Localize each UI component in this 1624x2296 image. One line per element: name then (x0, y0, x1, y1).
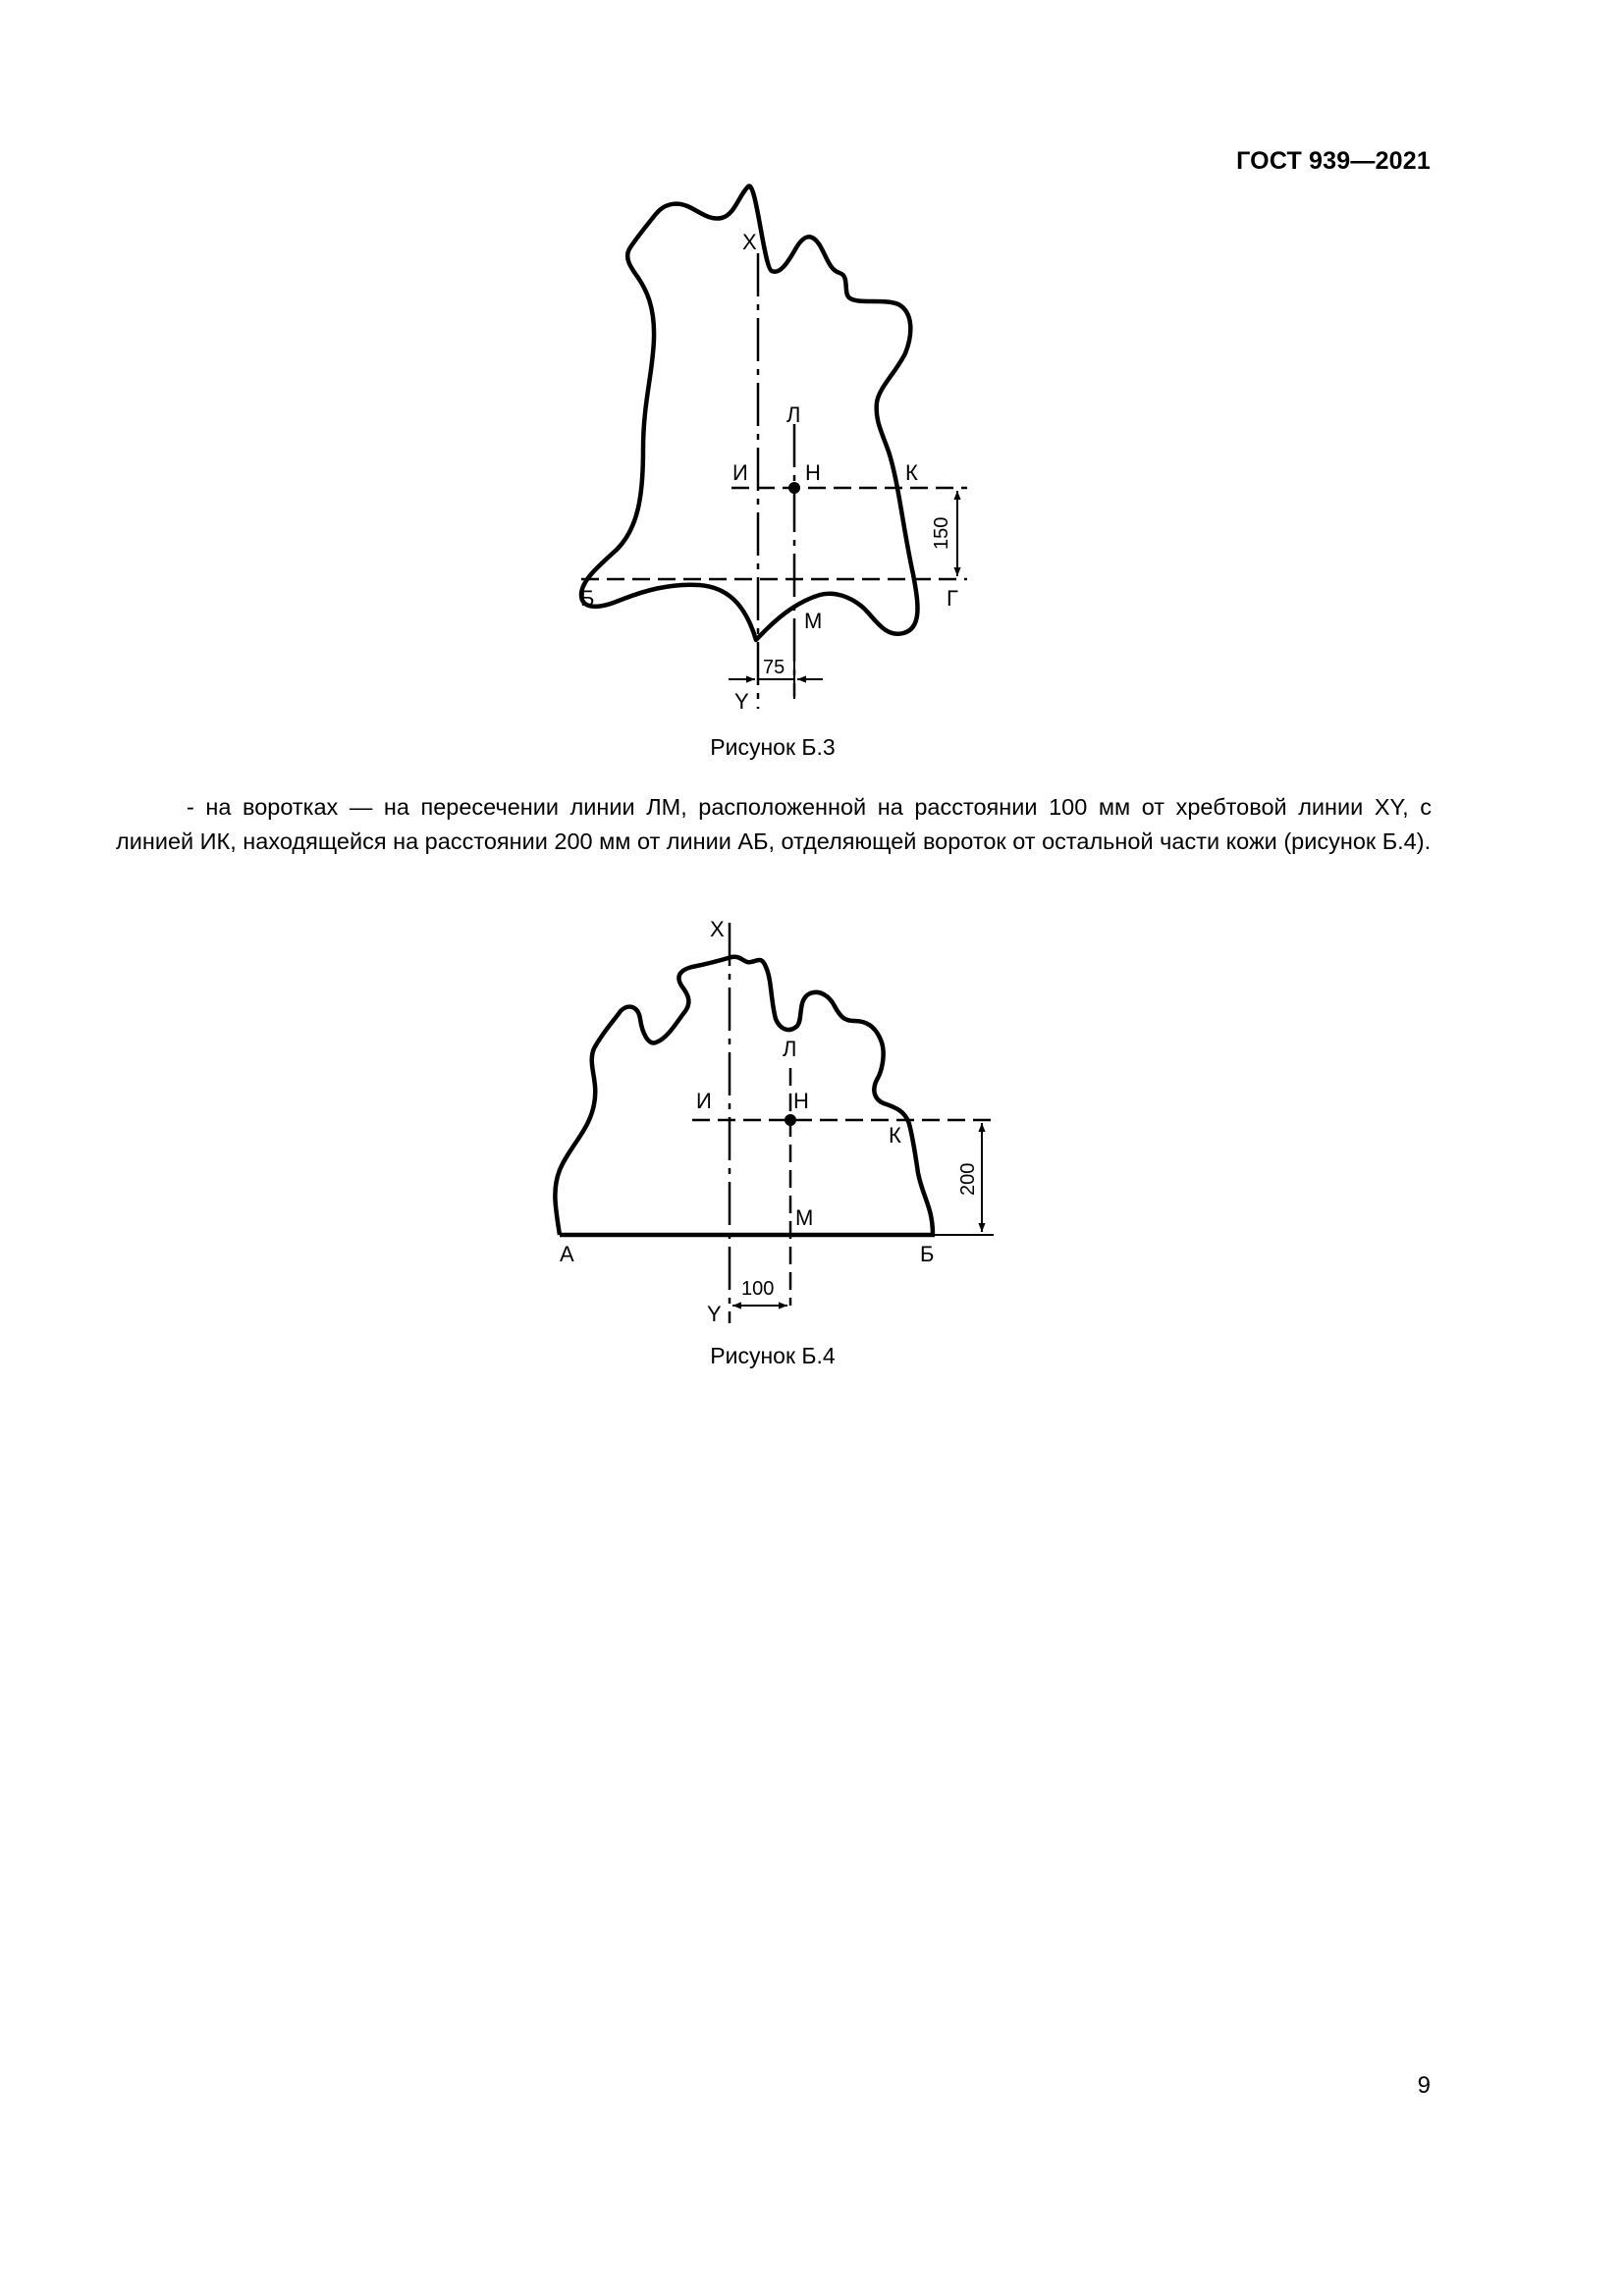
document-standard-number: ГОСТ 939—2021 (1236, 147, 1431, 175)
label-m-b4: М (795, 1205, 814, 1230)
label-b: Б (580, 586, 595, 611)
label-k: К (905, 460, 918, 485)
dimension-75-label: 75 (763, 657, 785, 678)
label-x: X (742, 230, 757, 254)
figure-b4-caption: Рисунок Б.4 (710, 1343, 836, 1368)
label-b-b4: Б (920, 1242, 935, 1266)
dimension-100-label: 100 (741, 1278, 775, 1300)
dimension-150-label: 150 (931, 516, 952, 550)
paragraph-text: - на воротках — на пересечении линии ЛМ, расположенной на расстоянии 100 мм от хребтовой линии XY, с линией ИК, находящейся на расстоянии 200 мм от линии АБ, отделяющей вороток от остальной части кожи (рисунок Б.4). (116, 794, 1432, 854)
label-l-b4: Л (783, 1037, 797, 1061)
label-x-b4: X (710, 917, 725, 941)
label-a-b4: А (560, 1242, 574, 1266)
label-l: Л (786, 402, 801, 427)
point-n-dot-b4 (785, 1114, 796, 1126)
label-k-b4: К (889, 1123, 901, 1148)
page-number: 9 (1417, 2072, 1431, 2099)
label-i: И (732, 460, 748, 485)
label-y: Y (734, 689, 749, 714)
label-g: Г (947, 586, 958, 611)
label-y-b4: Y (707, 1302, 722, 1326)
dimension-200-label: 200 (957, 1162, 979, 1196)
label-n-b4: Н (793, 1089, 809, 1113)
label-m: М (804, 609, 823, 633)
figure-b3-caption: Рисунок Б.3 (710, 734, 836, 760)
collar-contour (555, 957, 933, 1235)
label-i-b4: И (696, 1089, 712, 1113)
label-n: Н (805, 460, 821, 485)
